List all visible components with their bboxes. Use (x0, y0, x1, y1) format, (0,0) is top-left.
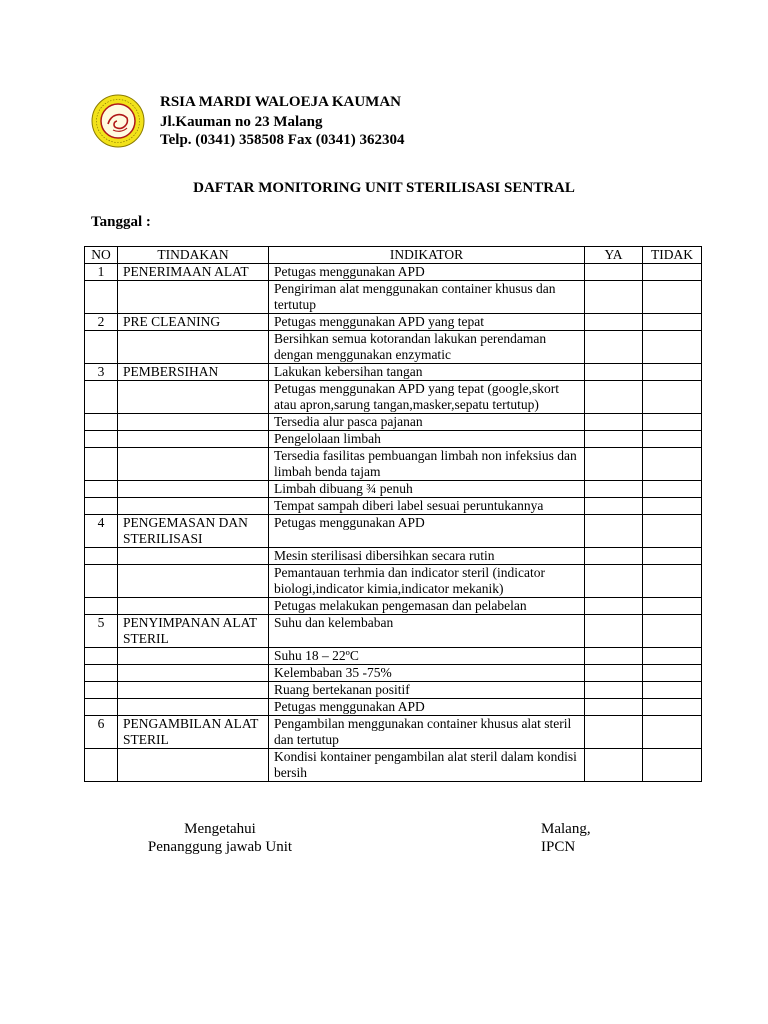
ya-checkbox-cell[interactable] (585, 682, 643, 699)
tidak-checkbox-cell[interactable] (643, 716, 702, 749)
indikator-cell: Lakukan kebersihan tangan (269, 364, 585, 381)
hospital-logo (91, 94, 145, 148)
tidak-checkbox-cell[interactable] (643, 565, 702, 598)
indikator-cell: Suhu dan kelembaban (269, 615, 585, 648)
tidak-checkbox-cell[interactable] (643, 448, 702, 481)
tindakan-cell: PENERIMAAN ALAT (118, 264, 269, 281)
table-row (85, 431, 702, 448)
tindakan-cell: PRE CLEANING (118, 314, 269, 331)
indikator-cell: Bersihkan semua kotorandan lakukan perendaman dengan menggunakan enzymatic (269, 331, 585, 364)
no-cell (85, 548, 118, 565)
no-cell: 5 (85, 615, 118, 648)
indikator-cell: Petugas menggunakan APD (269, 699, 585, 716)
tidak-checkbox-cell[interactable] (643, 515, 702, 548)
table-row (85, 648, 702, 665)
ya-checkbox-cell[interactable] (585, 749, 643, 782)
ya-checkbox-cell[interactable] (585, 665, 643, 682)
no-cell (85, 381, 118, 414)
ya-checkbox-cell[interactable] (585, 648, 643, 665)
signature-left (130, 820, 310, 856)
ya-checkbox-cell[interactable] (585, 314, 643, 331)
no-cell (85, 665, 118, 682)
no-cell: 4 (85, 515, 118, 548)
table-row (85, 548, 702, 565)
indikator-cell: Tersedia fasilitas pembuangan limbah non infeksius dan limbah benda tajam (269, 448, 585, 481)
signature-left-line2: Penanggung jawab Unit (147, 839, 293, 855)
no-cell (85, 565, 118, 598)
ya-checkbox-cell[interactable] (585, 598, 643, 615)
no-cell: 2 (85, 314, 118, 331)
ya-checkbox-cell[interactable] (585, 699, 643, 716)
tidak-checkbox-cell[interactable] (643, 682, 702, 699)
document-title: DAFTAR MONITORING UNIT STERILISASI SENTRAL (193, 180, 575, 196)
ya-checkbox-cell[interactable] (585, 498, 643, 515)
tidak-checkbox-cell[interactable] (643, 665, 702, 682)
institution-address: Jl.Kauman no 23 Malang (160, 114, 323, 130)
no-cell: 3 (85, 364, 118, 381)
indikator-cell: Tersedia alur pasca pajanan (269, 414, 585, 431)
tidak-checkbox-cell[interactable] (643, 598, 702, 615)
table-header-row (85, 247, 702, 264)
tindakan-cell (118, 648, 269, 665)
no-cell (85, 431, 118, 448)
tidak-checkbox-cell[interactable] (643, 749, 702, 782)
tidak-checkbox-cell[interactable] (643, 648, 702, 665)
header-tidak: TIDAK (643, 247, 702, 264)
indikator-cell: Petugas melakukan pengemasan dan pelabelan (269, 598, 585, 615)
table-row (85, 498, 702, 515)
header-tindakan: TINDAKAN (118, 247, 269, 264)
no-cell (85, 414, 118, 431)
indikator-cell: Pengambilan menggunakan container khusus alat steril dan tertutup (269, 716, 585, 749)
indikator-cell: Kelembaban 35 -75% (269, 665, 585, 682)
tidak-checkbox-cell[interactable] (643, 381, 702, 414)
tindakan-cell (118, 665, 269, 682)
tidak-checkbox-cell[interactable] (643, 699, 702, 716)
ya-checkbox-cell[interactable] (585, 565, 643, 598)
tindakan-cell (118, 381, 269, 414)
table-row (85, 364, 702, 381)
ya-checkbox-cell[interactable] (585, 615, 643, 648)
no-cell (85, 481, 118, 498)
indikator-cell: Pengiriman alat menggunakan container khusus dan tertutup (269, 281, 585, 314)
table-row (85, 749, 702, 782)
tidak-checkbox-cell[interactable] (643, 281, 702, 314)
tindakan-cell: PENGAMBILAN ALAT STERIL (118, 716, 269, 749)
tidak-checkbox-cell[interactable] (643, 548, 702, 565)
no-cell: 1 (85, 264, 118, 281)
tindakan-cell (118, 498, 269, 515)
ya-checkbox-cell[interactable] (585, 281, 643, 314)
ya-checkbox-cell[interactable] (585, 331, 643, 364)
tidak-checkbox-cell[interactable] (643, 481, 702, 498)
tindakan-cell (118, 448, 269, 481)
table-row (85, 699, 702, 716)
table-row (85, 331, 702, 364)
ya-checkbox-cell[interactable] (585, 431, 643, 448)
indikator-cell: Limbah dibuang ¾ penuh (269, 481, 585, 498)
ya-checkbox-cell[interactable] (585, 548, 643, 565)
no-cell (85, 648, 118, 665)
indikator-cell: Suhu 18 – 22ºC (269, 648, 585, 665)
ya-checkbox-cell[interactable] (585, 716, 643, 749)
table-row (85, 682, 702, 699)
ya-checkbox-cell[interactable] (585, 264, 643, 281)
ya-checkbox-cell[interactable] (585, 381, 643, 414)
no-cell (85, 448, 118, 481)
tindakan-cell (118, 481, 269, 498)
tindakan-cell (118, 749, 269, 782)
tindakan-cell: PENGEMASAN DAN STERILISASI (118, 515, 269, 548)
table-row (85, 615, 702, 648)
tidak-checkbox-cell[interactable] (643, 498, 702, 515)
tindakan-cell (118, 699, 269, 716)
table-row (85, 381, 702, 414)
tindakan-cell (118, 414, 269, 431)
table-row (85, 565, 702, 598)
indikator-cell: Petugas menggunakan APD yang tepat (google,skort atau apron,sarung tangan,masker,sepatu tertutup) (269, 381, 585, 414)
tindakan-cell: PENYIMPANAN ALAT STERIL (118, 615, 269, 648)
indikator-cell: Pemantauan terhmia dan indicator steril (indicator biologi,indicator kimia,indicator mekanik) (269, 565, 585, 598)
no-cell: 6 (85, 716, 118, 749)
indikator-cell: Tempat sampah diberi label sesuai peruntukannya (269, 498, 585, 515)
ya-checkbox-cell[interactable] (585, 364, 643, 381)
header-no: NO (85, 247, 118, 264)
no-cell (85, 699, 118, 716)
tidak-checkbox-cell[interactable] (643, 264, 702, 281)
indikator-cell: Pengelolaan limbah (269, 431, 585, 448)
tidak-checkbox-cell[interactable] (643, 331, 702, 364)
tindakan-cell (118, 431, 269, 448)
table-row (85, 515, 702, 548)
date-label: Tanggal : (91, 214, 151, 230)
indikator-cell: Petugas menggunakan APD (269, 515, 585, 548)
no-cell (85, 281, 118, 314)
institution-name: RSIA MARDI WALOEJA KAUMAN (160, 94, 401, 110)
tindakan-cell (118, 281, 269, 314)
indikator-cell: Kondisi kontainer pengambilan alat steril dalam kondisi bersih (269, 749, 585, 782)
tindakan-cell (118, 548, 269, 565)
table-row (85, 665, 702, 682)
signature-right-line2: IPCN (541, 839, 576, 855)
ya-checkbox-cell[interactable] (585, 414, 643, 431)
tidak-checkbox-cell[interactable] (643, 414, 702, 431)
tindakan-cell (118, 565, 269, 598)
tidak-checkbox-cell[interactable] (643, 431, 702, 448)
tindakan-cell: PEMBERSIHAN (118, 364, 269, 381)
indikator-cell: Petugas menggunakan APD (269, 264, 585, 281)
table-row (85, 264, 702, 281)
no-cell (85, 749, 118, 782)
ya-checkbox-cell[interactable] (585, 515, 643, 548)
no-cell (85, 331, 118, 364)
signature-right-line1: Malang, (541, 821, 591, 837)
no-cell (85, 498, 118, 515)
table-row (85, 314, 702, 331)
indikator-cell: Mesin sterilisasi dibersihkan secara rutin (269, 548, 585, 565)
table-row (85, 481, 702, 498)
tindakan-cell (118, 682, 269, 699)
no-cell (85, 682, 118, 699)
signature-left-line1: Mengetahui (184, 821, 256, 837)
header-indikator: INDIKATOR (269, 247, 585, 264)
institution-phone: Telp. (0341) 358508 Fax (0341) 362304 (160, 132, 405, 148)
table-row (85, 414, 702, 431)
signature-right (541, 820, 591, 856)
monitoring-table (84, 246, 702, 782)
tindakan-cell (118, 598, 269, 615)
header-ya: YA (585, 247, 643, 264)
ya-checkbox-cell[interactable] (585, 448, 643, 481)
table-row (85, 281, 702, 314)
table-row (85, 598, 702, 615)
indikator-cell: Ruang bertekanan positif (269, 682, 585, 699)
table-row (85, 716, 702, 749)
tidak-checkbox-cell[interactable] (643, 364, 702, 381)
tindakan-cell (118, 331, 269, 364)
indikator-cell: Petugas menggunakan APD yang tepat (269, 314, 585, 331)
table-row (85, 448, 702, 481)
no-cell (85, 598, 118, 615)
ya-checkbox-cell[interactable] (585, 481, 643, 498)
tidak-checkbox-cell[interactable] (643, 615, 702, 648)
tidak-checkbox-cell[interactable] (643, 314, 702, 331)
